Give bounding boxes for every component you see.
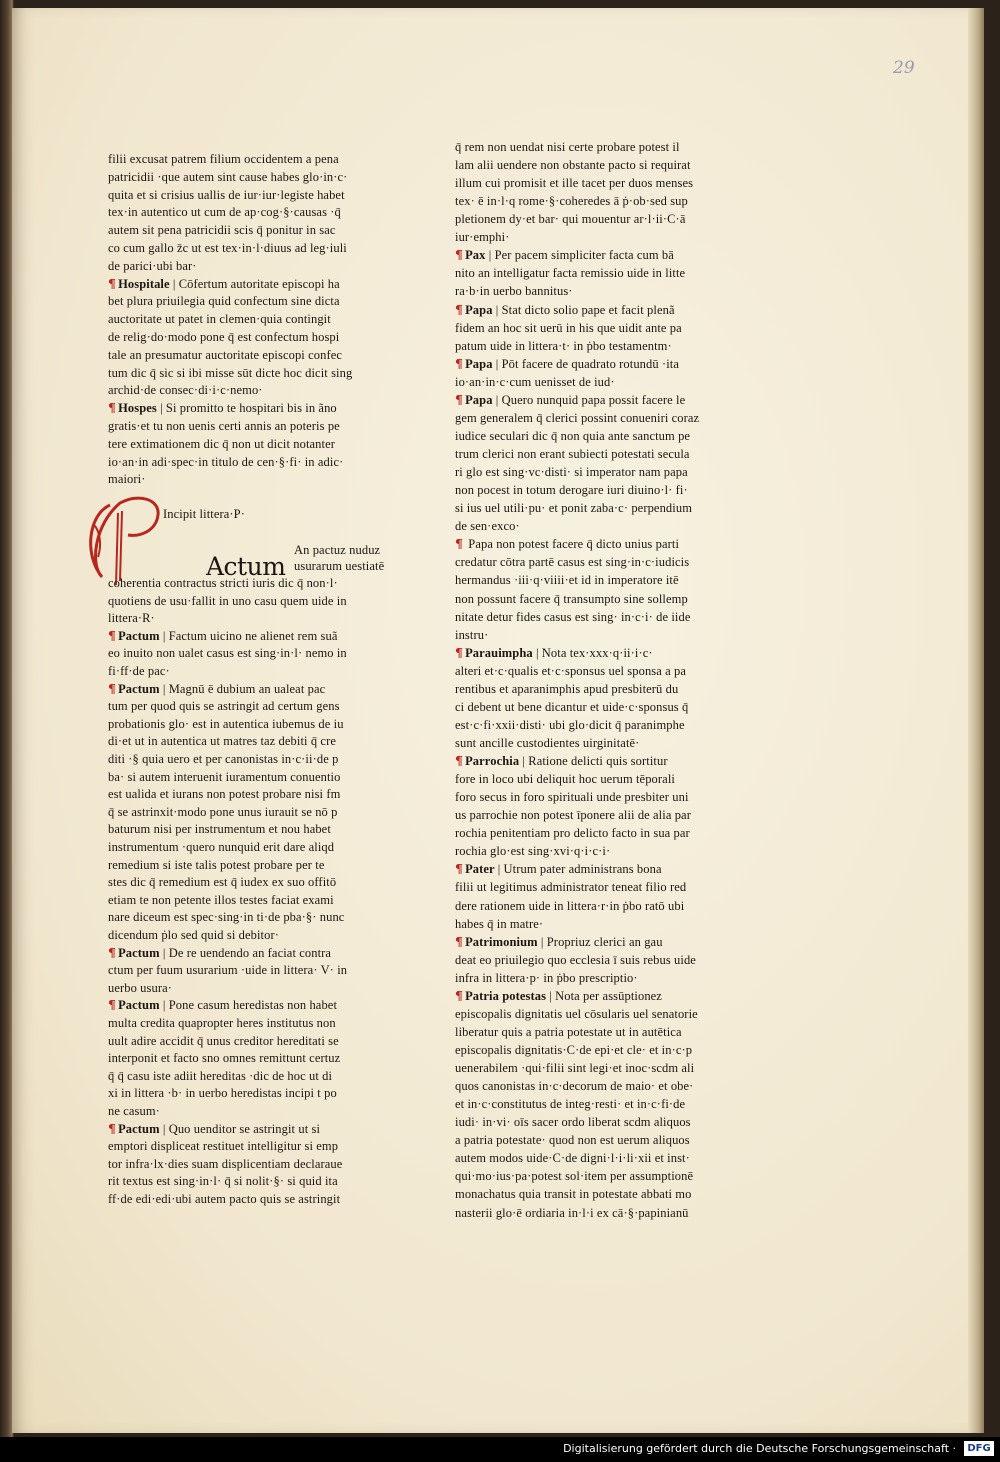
footer-bar [0,1437,1000,1462]
text-line: ¶ Patria potestas | Nota per assūptionez [455,987,662,1003]
text-line: lam alii uendere non obstante pacto si requirat [455,158,691,173]
text-line: coherentia contractus stricti iuris dic q̄ non·l· [108,576,338,590]
text-line: q̄ q̄ casu iste adiit hereditas ·dic de hoc ut di [108,1068,333,1083]
text-line: co cum gallo z̄c ut est tex·in·l·diuus ad leg·iuli [108,241,347,255]
text-line: rochia glo·est sing·xvi·q·i·c·i· [455,844,611,859]
text-line: instrumentum ·quero nunquid erit dare aliqd [108,840,335,854]
text-line: gem generalem q̄ clerici possint conueniri coraz [455,410,700,425]
text-line: tum dic q̄ sic si ibi misse sūt dicte hoc dicit sing [108,365,353,380]
text-line: diti ·§ quia uero et per canonistas in·c·ii·de p [108,752,339,766]
text-line: nare diceum est spec·sing·in ti·de pba·§· nunc [108,910,345,925]
text-line: autem sit pena patricidii scis q̄ ponitur in sac [108,223,336,238]
text-line: rit textus est sing·in·l· q̄ si nolit·§· si quid ita [108,1174,338,1189]
text-line: quita et si crisius uallis de iur·iur·legiste habet [108,187,345,202]
text-line: tex·in autentico ut cum de ap·cog·§·causas ·q̄ [108,205,341,220]
page-edge [968,8,984,1433]
text-line: xi in littera ·b· in uerbo heredistas incipi t po [108,1086,337,1101]
text-line: ¶ Papa | Quero nunquid papa possit facere le [455,391,686,407]
text-line: fi·ff·de pac· [108,664,170,678]
text-line: baturum nisi per instrumentum et nou habet [108,822,331,837]
text-line: hermandus ·iii·q·viiii·et id in imperatore itē [455,573,679,588]
text-line: ctum per fuum usurarium ·uide in littera· V· in [108,963,348,978]
text-line: ¶ Pactum | Factum uicino ne alienet rem suã [108,627,338,643]
text-line: est ualida et iurans non potest probare nisi fm [108,787,341,802]
text-line: fidem an hoc sit uerū in his que uidit ante pa [455,320,682,335]
text-line: bet plura priuilegia quid confectum sine dicta [108,294,340,309]
text-line: pletionem dy·et bar· qui mouentur ar·l·ii·C·ā [455,212,686,227]
text-line: emptori displiceat restituet intelligitur si emp [108,1139,339,1154]
text-line: non pocest in totum derogare iuri diuino·l· fi· [455,483,688,498]
text-line: gratis·et tu non uenis certi annis an poteris pe [108,419,340,433]
text-line: monachatus quia transit in potestate abbati mo [455,1187,692,1202]
text-line: de sen·exco· [455,519,520,534]
text-line: io·an·in adi·spec·in titulo de cen·§·fi· in adic· [108,454,344,469]
text-line: ¶ Papa | Stat dicto solio pape et facit plenã [455,301,675,317]
text-line: tere extimationem dic q̄ non ut dicit notanter [108,436,336,451]
footer-credit: Digitalisierung gefördert durch die Deutsche Forschungsgemeinschaft · [563,1442,956,1455]
text-line: ¶ Pax | Per pacem simpliciter facta cum bā [455,247,674,263]
text-line: ¶ Patrimonium | Propriuz clerici an gau [455,933,663,949]
text-line: Incipit littera·P· [163,507,245,521]
text-line: sunt ancille custodientes uirginitatē· [455,735,640,750]
text-line: ¶ Parauimpha | Nota tex·xxx·q·ii·i·c· [455,644,653,660]
text-line: trum clerici non erant subiecti potestati secula [455,447,690,462]
text-line: ci debent ut bene dicantur et uide·c·sponsus q̄ [455,699,689,714]
text-line: ff·de edi·edi·ubi autem pacto quis se astringit [108,1192,341,1206]
text-line: instru· [455,627,489,642]
text-line: ¶ Pactum | De re uendendo an faciat contra [108,944,332,960]
text-line: foro secus in foro spirituali unde presbiter uni [455,790,689,805]
text-line: maiori· [108,472,146,487]
text-line: etiam te non petente illos testes faciat exami [108,892,334,907]
text-line: ¶ Pater | Utrum pater administrans bona [455,861,662,877]
text-line: us parrochie non potest īponere alii de alia par [455,808,691,823]
text-line: rentibus et aparanimphis apud presbiterū du [455,681,679,696]
text-line: usurarum uestiatē [294,559,385,573]
text-line: multa credita quapropter heres institutus non [108,1016,336,1030]
text-line: eo inuito non ualet casus est sing·in·l· nemo in [108,646,347,661]
text-line: ri glo est sing·vc·disti· si imperator nam papa [455,465,688,480]
text-line: et in·c·constitutus de integ·resti· et in·c·fi·de [455,1097,686,1112]
text-line: ¶ Pactum | Quo uenditor se astringit ut si [108,1120,321,1136]
text-line: non possunt facere q̄ transumpto sine sollemp [455,591,688,606]
text-line: uenerabilem ·qui·filii sint legi·et inoc·scdm ali [455,1061,695,1076]
text-line: archid·de consec·di·i·c·nemo· [108,383,263,398]
text-line: si ius uel utili·pu· et ponit zaba·c· perpendium [455,501,693,516]
text-line: ¶ Pactum | Pone casum heredistas non habet [108,997,338,1013]
text-line: interponit et facto sno omnes remittunt certuz [108,1051,341,1066]
text-line: iudice seculari dic q̄ non quia ante sanctum pe [455,428,691,443]
text-line: de parici·ubi bar· [108,258,197,273]
dfg-logo: DFG [964,1441,994,1456]
text-line: ¶ Hospitale | Cōfertum autoritate episcopi ha [108,275,340,291]
text-line: deat eo priuilegio quo ecclesia ī suis rebus uide [455,952,696,967]
text-line: ¶ Pactum | Magnū ē dubium an ualeat pac [108,680,326,696]
text-line: probationis glo· est in autentica iubemus de iu [108,716,344,731]
section-heading-actum: Actum [206,552,286,581]
text-line: qui·mo·ius·pa·potest sol·item per assumptionē [455,1169,694,1184]
text-line: a patria potestate· quod non est uerum aliquos [455,1133,690,1148]
text-line: ¶ Parrochia | Ratione delicti quis sortitur [455,753,668,769]
text-line: tor infra·lx·dies suam displicentiam declaraue [108,1156,343,1171]
text-line: uerbo usura· [108,980,173,995]
text-line: q̄ se astrinxit·modo pone unus iurauit se nō p [108,804,338,819]
text-line: alteri et·c·qualis et·c·sponsus uel sponsa a pa [455,663,687,678]
text-line: stes dic q̄ remedium est q̄ iudex ex suo offitō [108,875,337,890]
text-line: dere rationem uide in littera·r·in ṗbo ratō ubi [455,898,685,913]
text-line: patricidii ·que autem sint cause habes glo·in·c· [108,169,348,184]
text-line: autem modos uide·C·de digni·l·i·li·xii et inst· [455,1151,690,1166]
text-line: patum uide in littera·t· in ṗbo testamentm· [455,338,672,353]
text-line: ¶ Papa | Pōt facere de quadrato rotundū ·ita [455,355,680,371]
text-line: ¶ Hospes | Si promitto te hospitari bis in ãno [108,400,337,416]
text-line: nito an intelligatur facta remissio uide in litte [455,266,686,281]
text-line: fore in loco ubi deliquit hoc uerum tēporali [455,772,675,787]
text-line: illum cui promisit et ille tacet per duos menses [455,176,694,191]
text-line: iur·emphi· [455,230,510,245]
text-line: uult adire accidit q̄ unus creditor hereditati se [108,1033,339,1048]
text-line: tum per quod quis se astringit ad certum gens [108,699,340,714]
text-line: ba· si autem interuenit iuramentum conuentio [108,769,341,784]
text-line: ra·b·in uerbo bannitus· [455,284,573,299]
text-line: est·c·fi·xxii·disti· ubi glo·dicit q̄ paranimphe [455,717,685,732]
text-line: littera·R· [108,611,155,626]
text-line: tex· ē in·l·q rome·§·coheredes ā ṗ·ob·sed sup [455,194,688,209]
text-line: de relig·do·modo pone q̄ est confectum hospi [108,330,340,344]
text-line: auctoritate ut patet in clemen·quia contingit [108,312,331,327]
text-line: tale an presumatur auctoritate episcopi confec [108,347,343,362]
text-line: An pactuz nuduz [294,543,381,557]
folio-number: 29 [893,58,915,78]
text-line: filii excusat patrem filium occidentem a pena [108,152,339,166]
text-line: ne casum· [108,1104,160,1118]
text-line: ¶ Papa non potest facere q̄ dicto unius parti [455,536,680,552]
text-line: io·an·in·c·cum uenisset de iud· [455,374,615,389]
text-line: quotiens de usu·fallit in uno casu quem uide in [108,593,347,608]
text-line: infra in littera·p· in ṗbo prescriptio· [455,970,638,985]
text-line: q̄ rem non uendat nisi certe probare potest il [455,140,680,154]
text-line: habes q̄ in matre· [455,916,544,931]
text-line: remedium si iste talis potest probare per te [108,857,325,872]
text-line: nasterii glo·ē ordiaria in·l·i ex cā·§·papinianū [455,1205,689,1220]
text-line: dicendum ṗlo sed quid si debitor· [108,928,279,942]
text-line: iudi· in·vi· oīs sacer ordo liberat scdm aliquos [455,1115,691,1130]
text-line: di·et ut in autentica ut matres taz debiti q̄ cre [108,734,336,749]
text-line: episcopalis dignitatis·C·de epi·et cle· et in·c·p [455,1043,693,1057]
text-line: liberatur quis a patria potestate ut in autētica [455,1024,682,1039]
text-line: quos canonistas in·c·decorum de maio· et obe· [455,1079,694,1094]
text-line: rochia penitentiam pro delicto facto in sua par [455,826,690,841]
text-line: episcopalis dignitatis uel cōsularis uel senatorie [455,1006,698,1021]
text-line: filii ut legitimus administrator teneat filio red [455,880,687,895]
text-line: nitate detur fides casus est sing· in·c·i· de iide [455,609,691,624]
text-line: credatur cōtra partē casus est sing·in·c·iudicis [455,555,690,570]
